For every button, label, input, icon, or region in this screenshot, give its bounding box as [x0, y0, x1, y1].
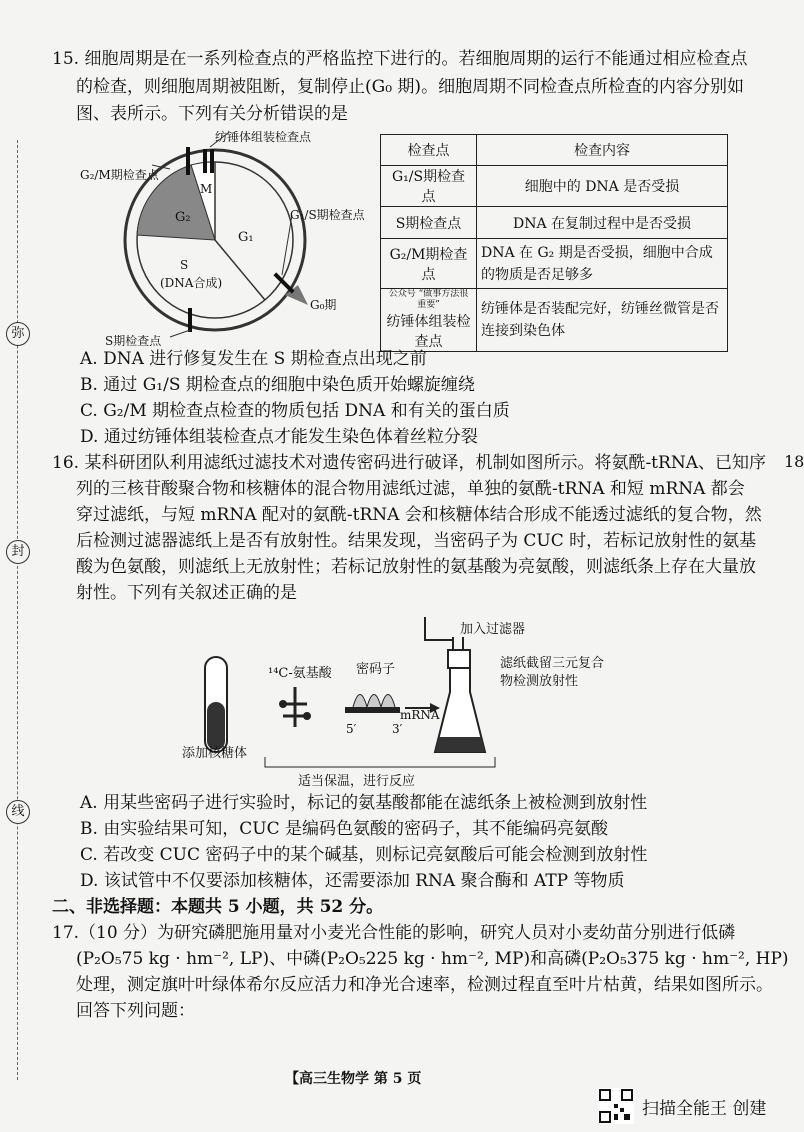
margin-mark-1: 弥: [6, 322, 30, 346]
label-g0: G₀期: [310, 298, 337, 312]
q16-option-a: A. 用某些密码子进行实验时，标记的氨基酸都能在滤纸条上被检测到放射性: [80, 793, 648, 813]
q15-option-b: B. 通过 G₁/S 期检查点的细胞中染色质开始螺旋缠绕: [80, 375, 475, 395]
table-row: G₂/M期检查点 DNA 在 G₂ 期是否受损，细胞中合成的物质是否足够多: [381, 239, 728, 289]
label-g1s: G₁/S期检查点: [290, 208, 365, 222]
q16-option-b: B. 由实验结果可知，CUC 是编码色氨酸的密码子，其不能编码亮氨酸: [80, 819, 609, 839]
table-row: G₁/S期检查点 细胞中的 DNA 是否受损: [381, 166, 728, 207]
table-header-content: 检查内容: [477, 135, 728, 166]
q15-line-2: 的检查，则细胞周期被阻断，复制停止(G₀ 期)。细胞周期不同检查点所检查的内容分别如: [76, 77, 745, 97]
label-s-check: S期检查点: [105, 334, 162, 348]
q17-line-4: 回答下列问题：: [76, 1001, 195, 1021]
side-number: 18: [784, 452, 804, 471]
trna: [283, 687, 307, 727]
label-g2: G₂: [175, 210, 191, 225]
q17-line-1: 17.（10 分）为研究磷肥施用量对小麦光合性能的影响，研究人员对小麦幼苗分别进行低磷: [52, 923, 736, 943]
q16-line-3: 穿过滤纸，与短 mRNA 配对的氨酰-tRNA 会和核糖体结合形成不能透过滤纸的复合物，然: [76, 505, 762, 525]
checkpoint-table: [380, 134, 728, 352]
filtration-diagram: [195, 612, 555, 792]
section-2-heading: 二、非选择题：本题共 5 小题，共 52 分。: [52, 897, 384, 917]
label-dna: (DNA合成): [160, 276, 223, 290]
label-filter-note-1: 滤纸截留三元复合: [500, 656, 605, 671]
filter: [448, 650, 470, 668]
q17-line-3: 处理，测定旗叶叶绿体希尔反应活力和净光合速率，检测过程直至叶片枯黄，结果如图所示。: [76, 975, 773, 995]
q16-option-d: D. 该试管中不仅要添加核糖体，还需要添加 RNA 聚合酶和 ATP 等物质: [80, 871, 625, 891]
q17-line-2: (P₂O₅75 kg · hm⁻², LP)、中磷(P₂O₅225 kg · hm⁻², MP)和高磷(P₂O₅375 kg · hm⁻², HP): [76, 949, 789, 969]
q15-option-a: A. DNA 进行修复发生在 S 期检查点出现之前: [80, 349, 427, 369]
label-spindle: 纺锤体组装检查点: [215, 130, 312, 144]
q15-option-c: C. G₂/M 期检查点检查的物质包括 DNA 和有关的蛋白质: [80, 401, 510, 421]
q16-line-2: 列的三核苷酸聚合物和核糖体的混合物用滤纸过滤，单独的氨酰-tRNA 和短 mRNA 都会: [76, 479, 745, 499]
table-row: S期检查点 DNA 在复制过程中是否受损: [381, 207, 728, 239]
label-s: S: [180, 258, 189, 272]
label-three-prime: 3′: [392, 722, 403, 736]
q15-line-3: 图、表所示。下列有关分析错误的是: [76, 104, 348, 124]
label-five-prime: 5′: [346, 722, 357, 736]
binding-line: [17, 140, 18, 1080]
q16-line-6: 射性。下列有关叙述正确的是: [76, 583, 297, 603]
q16-line-4: 后检测过滤器滤纸上是否有放射性。结果发现，当密码子为 CUC 时，若标记放射性的氨基: [76, 531, 757, 551]
qr-code-icon: [598, 1088, 634, 1124]
label-codon: 密码子: [356, 662, 396, 677]
cell-cycle-diagram: [60, 125, 380, 355]
scanner-watermark: 扫描全能王 创建: [642, 1099, 767, 1119]
label-react: 适当保温，进行反应: [298, 774, 416, 789]
s-bar: [188, 308, 192, 332]
q15-line-1: 15. 细胞周期是在一系列检查点的严格监控下进行的。若细胞周期的运行不能通过相应检查点: [52, 49, 748, 69]
label-g2m: G₂/M期检查点: [80, 168, 159, 182]
mrna-strand: [345, 707, 400, 713]
label-filter-note-2: 物检测放射性: [500, 674, 579, 689]
spindle-bar: [210, 149, 214, 173]
margin-mark-2: 封: [6, 540, 30, 564]
label-c14: ¹⁴C-氨基酸: [268, 666, 332, 681]
watermark-note: 公众号 “做事方法很重要”: [388, 289, 469, 310]
q16-line-5: 酸为色氨酸，则滤纸上无放射性；若标记放射性的氨基酸为亮氨酸，则滤纸条上存在大量放: [76, 557, 756, 577]
table-row: 公众号 “做事方法很重要” 纺锤体组装检查点 纺锤体是否装配完好，纺锤丝微管是否连接到染色体: [381, 289, 728, 352]
g2m-bar: [186, 147, 190, 175]
page-footer: 【高三生物学 第 5 页: [285, 1071, 422, 1087]
label-ribosome: 添加核糖体: [182, 746, 248, 761]
q15-option-d: D. 通过纺锤体组装检查点才能发生染色体着丝粒分裂: [80, 427, 478, 447]
table-header-point: 检查点: [381, 135, 477, 166]
label-mrna: mRNA: [400, 708, 440, 722]
q16-option-c: C. 若改变 CUC 密码子中的某个碱基，则标记亮氨酸后可能会检测到放射性: [80, 845, 648, 865]
label-g1: G₁: [238, 230, 254, 245]
label-add-filter: 加入过滤器: [460, 622, 526, 637]
q16-line-1: 16. 某科研团队利用滤纸过滤技术对遗传密码进行破译，机制如图所示。将氨酰-tRNA、已知序: [52, 453, 766, 473]
margin-mark-3: 线: [6, 800, 30, 824]
label-m: M: [200, 182, 213, 196]
